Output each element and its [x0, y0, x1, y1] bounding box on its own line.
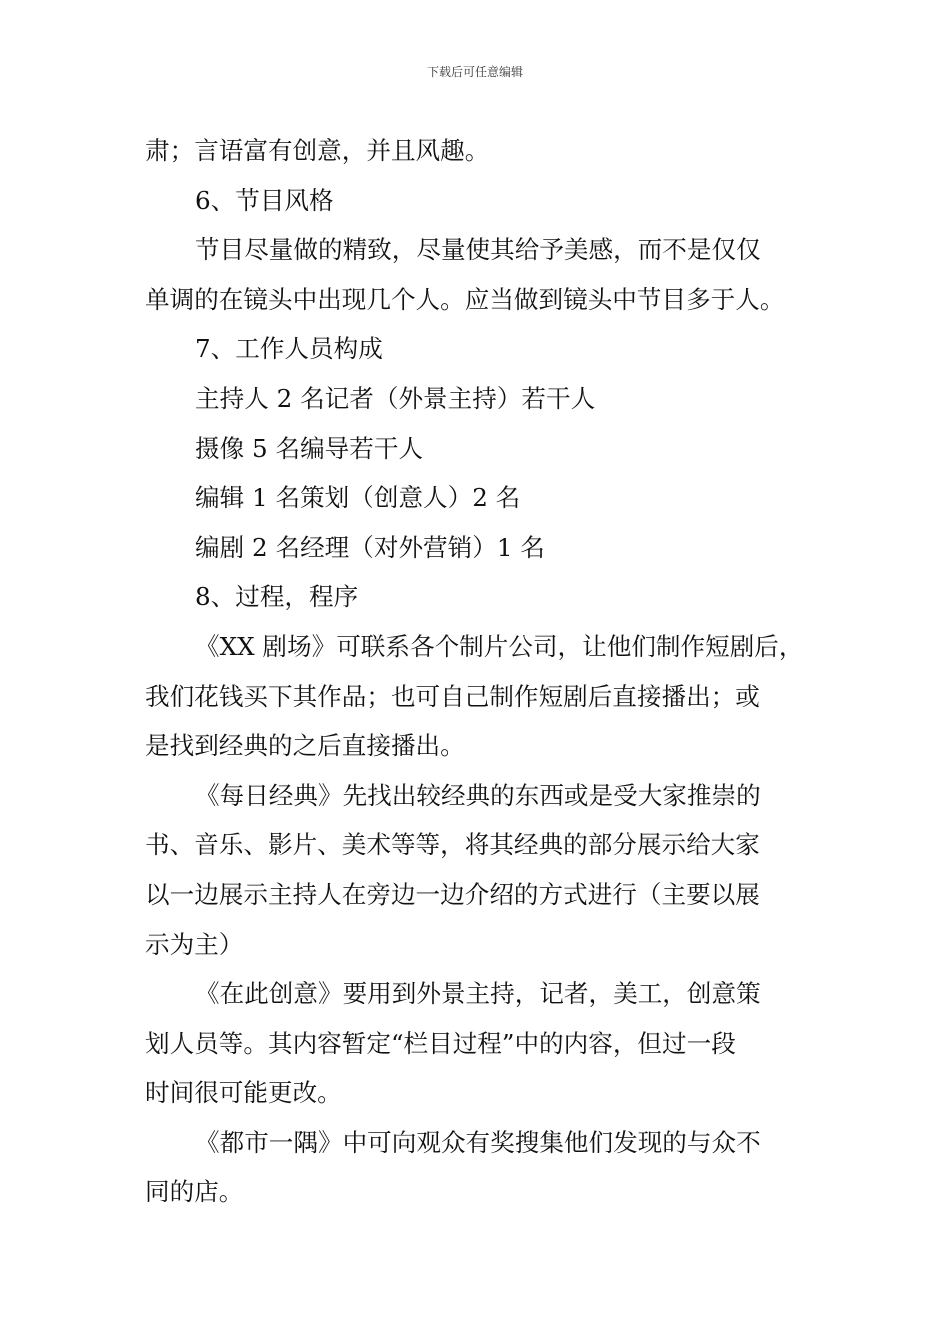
paragraph-line: 示为主） — [145, 929, 244, 959]
document-body — [145, 126, 813, 1217]
section-heading: 6、节目风格 — [195, 185, 334, 215]
section-heading: 8、过程，程序 — [195, 582, 359, 612]
staff-line: 摄像 5 名编导若干人 — [195, 433, 424, 463]
paragraph-line: 肃；言语富有创意，并且风趣。 — [145, 136, 490, 165]
page-header: 下载后可任意编辑 — [426, 65, 523, 79]
paragraph-line: 节目尽量做的精致，尽量使其给予美感，而不是仅仅 — [195, 235, 761, 265]
paragraph-line: 《在此创意》要用到外景主持，记者，美工，创意策 — [195, 979, 761, 1009]
paragraph-line: 是找到经典的之后直接播出。 — [145, 731, 465, 761]
staff-line: 编剧 2 名经理（对外营销）1 名 — [195, 532, 545, 562]
section-heading: 7、工作人员构成 — [195, 334, 383, 364]
paragraph-line: 《都市一隅》中可向观众有奖搜集他们发现的与众不 — [195, 1127, 761, 1157]
paragraph-line: 同的店。 — [145, 1177, 244, 1207]
staff-line: 主持人 2 名记者（外景主持）若干人 — [195, 383, 596, 413]
paragraph-line: 单调的在镜头中出现几个人。应当做到镜头中节目多于人。 — [145, 284, 785, 314]
staff-line: 编辑 1 名策划（创意人）2 名 — [195, 483, 521, 513]
paragraph-line: 《XX 剧场》可联系各个制片公司，让他们制作短剧后， — [195, 631, 804, 661]
paragraph-line: 我们花钱买下其作品；也可自己制作短剧后直接播出；或 — [145, 681, 760, 711]
paragraph-line: 划人员等。其内容暂定“栏目过程”中的内容，但过一段 — [145, 1028, 736, 1058]
paragraph-line: 以一边展示主持人在旁边一边介绍的方式进行（主要以展 — [145, 879, 760, 909]
paragraph-line: 《每日经典》先找出较经典的东西或是受大家推崇的 — [195, 780, 761, 810]
paragraph-line: 书、音乐、影片、美术等等，将其经典的部分展示给大家 — [145, 830, 760, 860]
paragraph-line: 时间很可能更改。 — [145, 1078, 342, 1108]
